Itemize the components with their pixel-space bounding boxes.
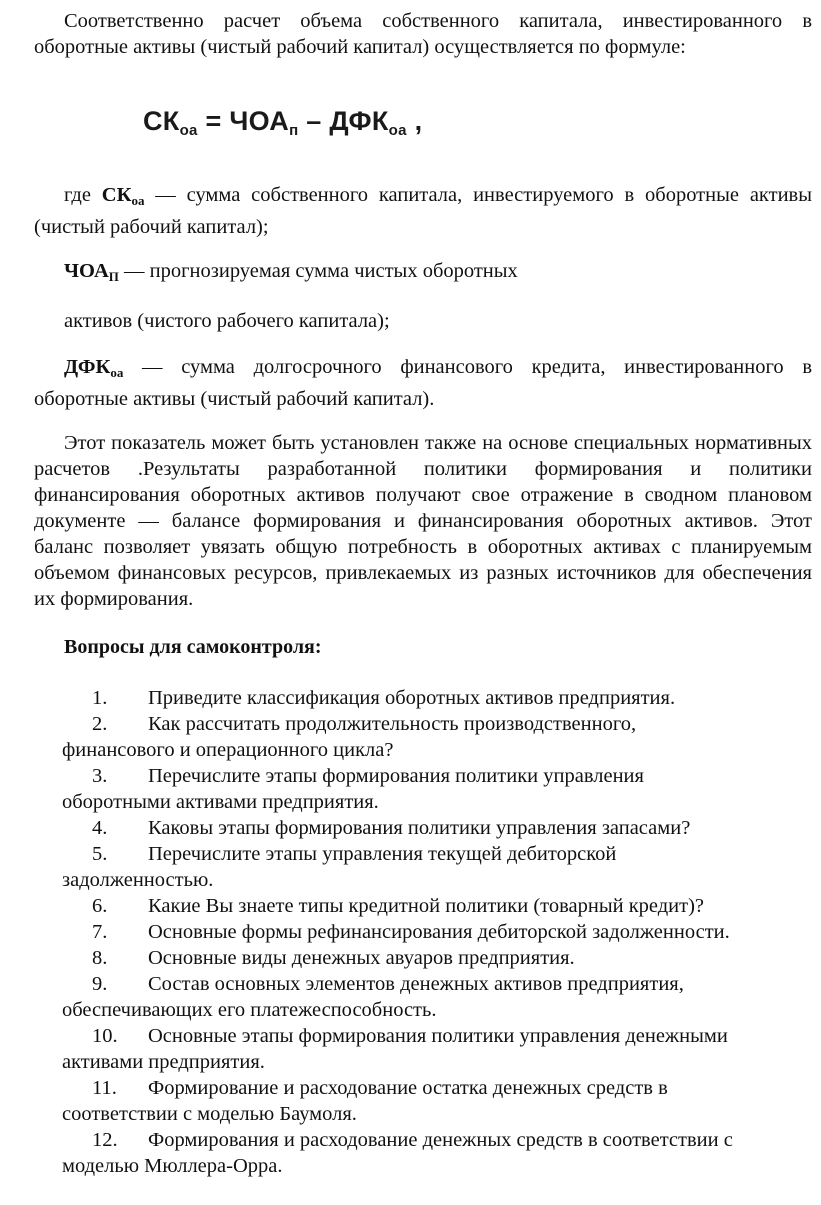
intro-paragraph: Соответственно расчет объема собственного капитала, инвестированного в оборотные активы (чистый рабочий капитал) осуществляется по формуле:	[34, 10, 812, 58]
term-sub: П	[108, 269, 119, 284]
item-text-cont: оборотными активами предприятия.	[62, 791, 379, 813]
item-text: Основные виды денежных авуаров предприятия.	[148, 947, 575, 969]
formula-eq: =	[197, 106, 230, 136]
definition-prefix: где	[64, 184, 102, 206]
term-text: ЧОА	[64, 260, 109, 282]
item-text-cont: соответствии с моделью Баумоля.	[62, 1103, 357, 1125]
definition-term	[102, 184, 145, 206]
item-text-cont: задолженностью.	[62, 869, 214, 891]
list-item	[62, 971, 812, 1023]
definition-sk	[34, 182, 812, 240]
definition-choa	[34, 258, 812, 290]
item-number: 4.	[92, 817, 108, 839]
item-text: Состав основных элементов денежных активов предприятия,	[148, 973, 684, 995]
item-text: Приведите классификация оборотных активов предприятия.	[148, 687, 676, 709]
list-item	[62, 945, 812, 971]
term-text: СК	[101, 184, 132, 206]
formula-minus: –	[298, 106, 330, 136]
item-text-cont: активами предприятия.	[62, 1051, 265, 1073]
formula-end: ,	[406, 106, 423, 136]
definition-choa-cont: активов (чистого рабочего капитала);	[64, 310, 390, 332]
definition-text: — сумма собственного капитала, инвестируемого в оборотные активы (чистый рабочий капитал);	[34, 184, 812, 238]
item-number: 9.	[92, 973, 108, 995]
formula-term1-sub: п	[289, 122, 299, 139]
item-text: Формирование и расходование остатка денежных средств в	[148, 1077, 668, 1099]
list-item	[62, 685, 812, 711]
item-text: Перечислите этапы формирования политики управления	[148, 765, 644, 787]
item-number: 10.	[92, 1025, 118, 1047]
definition-dfk	[34, 354, 812, 412]
list-item	[62, 1075, 812, 1127]
item-text: Какие Вы знаете типы кредитной политики (товарный кредит)?	[148, 895, 705, 917]
list-item	[62, 763, 812, 815]
item-text: Основные формы рефинансирования дебиторской задолженности.	[148, 921, 730, 943]
item-text: Основные этапы формирования политики управления денежными	[148, 1025, 728, 1047]
item-text: Формирования и расходование денежных средств в соответствии с	[148, 1129, 733, 1151]
formula-term1: ЧОА	[229, 106, 290, 136]
body-paragraph: Этот показатель может быть установлен также на основе специальных нормативных расчетов .Результаты разработанной политики формирования и политики финансирования оборотных активов получают свое отражение в сводном плановом документе — балансе формирования и финансирования оборотных активов. Этот баланс позволяет увязать общую потребность в оборотных активах с планируемым объемом финансовых ресурсов, привлекаемых из разных источников для обеспечения их формирования.	[34, 432, 812, 610]
item-text: Перечислите этапы управления текущей дебиторской	[148, 843, 617, 865]
term-sub: оа	[110, 365, 124, 380]
formula-term2: ДФК	[329, 106, 389, 136]
definition-text: — сумма долгосрочного финансового кредита, инвестированного в оборотные активы (чистый рабочий капитал).	[34, 356, 812, 410]
item-number: 12.	[92, 1129, 118, 1151]
item-text-cont: финансового и операционного цикла?	[62, 739, 394, 761]
term-sub: оа	[131, 193, 145, 208]
item-text: Как рассчитать продолжительность производственного,	[148, 713, 637, 735]
item-text: Каковы этапы формирования политики управления запасами?	[148, 817, 691, 839]
list-item	[62, 711, 812, 763]
definition-text: — прогнозируемая сумма чистых оборотных	[118, 260, 518, 282]
item-number: 1.	[92, 687, 108, 709]
formula-lhs-sub: оа	[179, 122, 198, 139]
item-number: 8.	[92, 947, 108, 969]
term-text: ДФК	[64, 356, 111, 378]
item-text-cont: обеспечивающих его платежеспособность.	[62, 999, 437, 1021]
item-number: 7.	[92, 921, 108, 943]
definition-term	[64, 260, 119, 282]
definition-term	[64, 356, 123, 378]
list-item	[62, 893, 812, 919]
list-item	[62, 815, 812, 841]
list-item	[62, 841, 812, 893]
list-item	[62, 919, 812, 945]
item-text-cont: моделью Мюллера-Орра.	[62, 1155, 283, 1177]
questions-heading: Вопросы для самоконтроля:	[64, 636, 322, 658]
list-item	[62, 1127, 812, 1179]
formula-term2-sub: оа	[388, 122, 407, 139]
item-number: 6.	[92, 895, 108, 917]
formula-lhs: СК	[143, 106, 180, 136]
item-number: 3.	[92, 765, 108, 787]
list-item	[62, 1023, 812, 1075]
item-number: 2.	[92, 713, 108, 735]
item-number: 5.	[92, 843, 108, 865]
item-number: 11.	[92, 1077, 117, 1099]
formula	[143, 106, 422, 139]
